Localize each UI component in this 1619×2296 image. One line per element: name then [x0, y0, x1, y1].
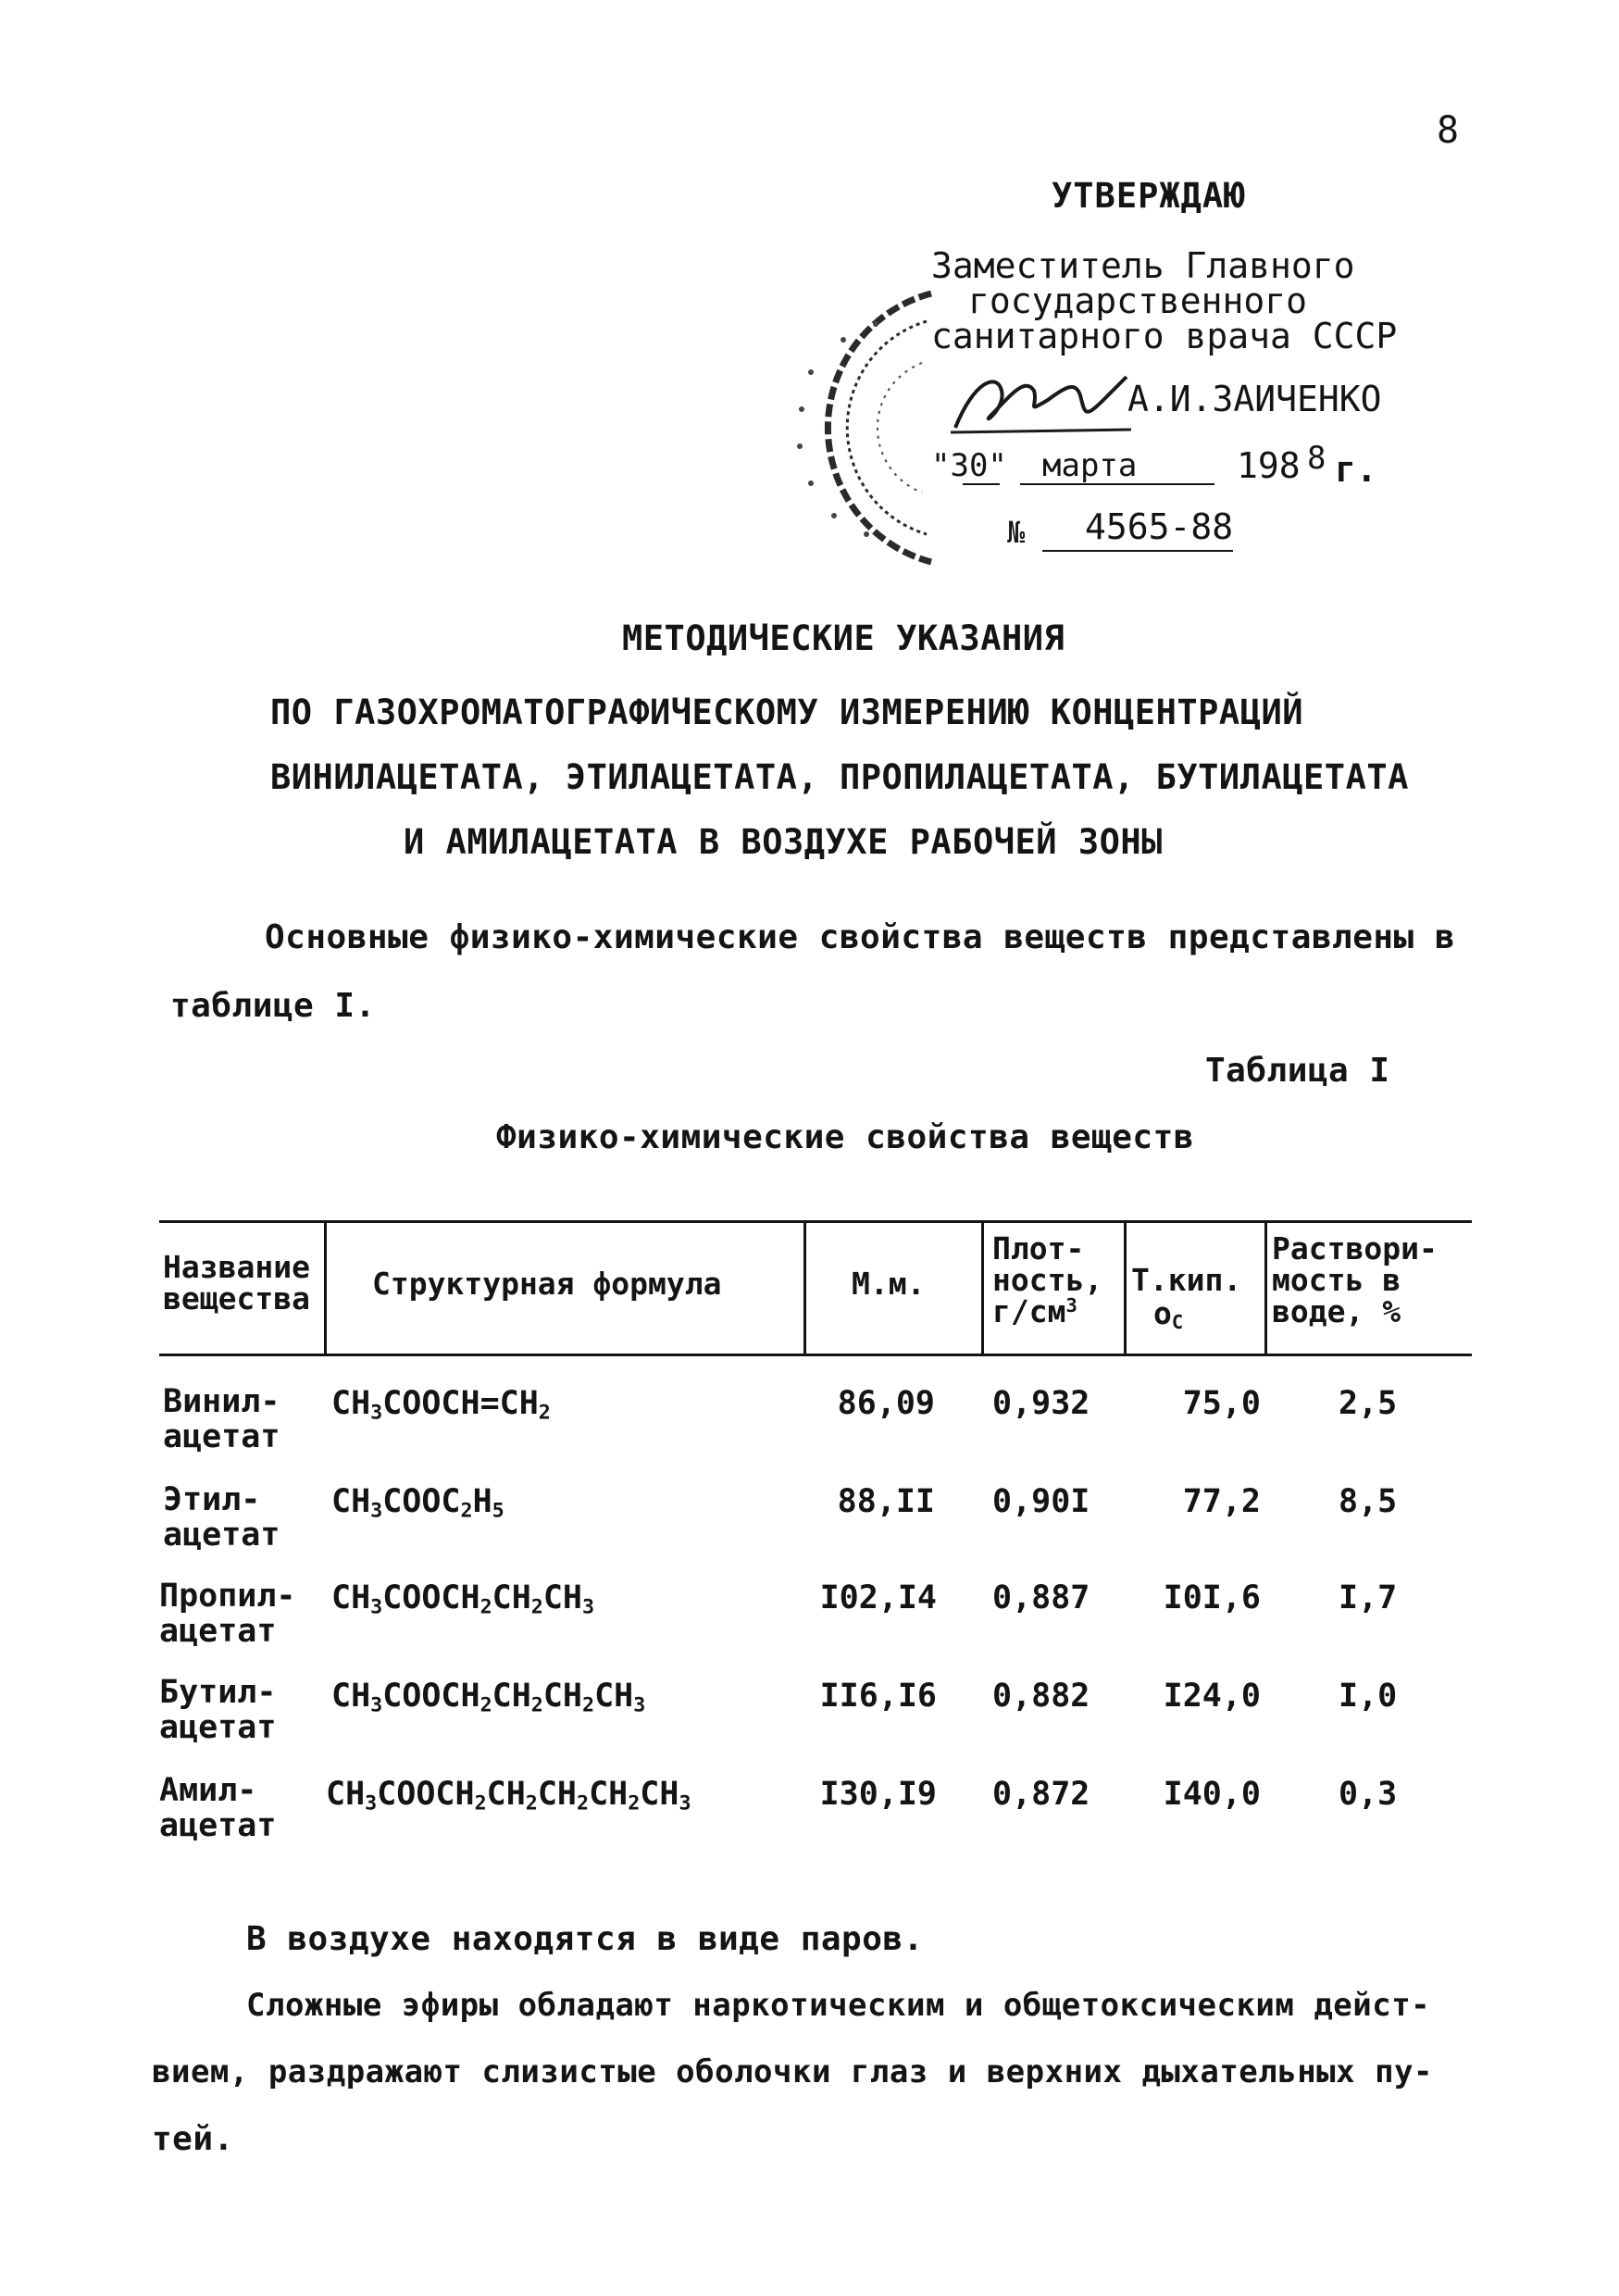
row-solubility: I,7: [1339, 1579, 1398, 1616]
table-col-divider: [324, 1220, 327, 1355]
th-solubility-line3: воде, %: [1272, 1293, 1401, 1329]
row-name-line2: ацетат: [159, 1807, 277, 1844]
row-density: 0,90I: [992, 1483, 1090, 1520]
table-label: Таблица I: [1205, 1052, 1390, 1090]
row-formula: $CH_3COOCH=CH_2$: [331, 1385, 551, 1425]
row-solubility: 0,3: [1339, 1776, 1398, 1813]
row-density: 0,872: [992, 1776, 1090, 1813]
table-col-divider: [803, 1220, 806, 1355]
after-text-line2: Сложные эфиры обладают наркотическим и общетоксическим дейст-: [246, 1987, 1431, 2024]
row-density: 0,887: [992, 1579, 1090, 1616]
intro-line2: таблице I.: [170, 987, 376, 1025]
table-header-rule: [159, 1354, 1472, 1356]
th-molecular-mass: М.м.: [852, 1266, 926, 1302]
approval-date-month: марта: [1042, 447, 1138, 484]
row-name-line1: Бутил-: [159, 1674, 277, 1711]
th-solubility-line2: мость в: [1272, 1262, 1401, 1298]
row-boiling-point: I24,0: [1163, 1678, 1261, 1715]
doc-title-line2: ПО ГАЗОХРОМАТОГРАФИЧЕСКОМУ ИЗМЕРЕНИЮ КОНЦЕНТРАЦИЙ: [270, 693, 1304, 732]
page-number: 8: [1437, 109, 1460, 152]
th-boiling-point-line1: Т.кип.: [1131, 1262, 1242, 1298]
official-seal-stamp: [746, 270, 950, 576]
row-name-line2: ацетат: [163, 1516, 280, 1554]
row-name-line2: ацетат: [159, 1613, 277, 1650]
row-formula: $CH_3COOCH_2CH_2CH_2CH_2CH_3$: [326, 1776, 691, 1816]
doc-title-line3: ВИНИЛАЦЕТАТА, ЭТИЛАЦЕТАТА, ПРОПИЛАЦЕТАТА, БУТИЛАЦЕТАТА: [270, 757, 1409, 797]
th-density-line2: ность,: [992, 1262, 1103, 1298]
table-col-divider: [1264, 1220, 1267, 1355]
row-molecular-mass: 86,09: [837, 1385, 935, 1422]
table-col-divider: [1124, 1220, 1127, 1355]
handwritten-signature: [946, 363, 1131, 437]
row-formula: $CH_3COOCH_2CH_2CH_2CH_3$: [331, 1678, 646, 1717]
th-density-line3: $г/см^3$: [992, 1293, 1077, 1329]
approval-date-suffix: г.: [1335, 449, 1377, 490]
intro-line1: Основные физико-химические свойства веществ представлены в: [265, 918, 1456, 956]
row-boiling-point: I40,0: [1163, 1776, 1261, 1813]
after-text-line4: тей.: [152, 2120, 234, 2158]
approval-date-day: "30": [931, 447, 1007, 484]
th-boiling-point-line2: $о_С$: [1153, 1295, 1184, 1334]
th-name-line1: Название: [163, 1249, 310, 1285]
approval-title: УТВЕРЖДАЮ: [1052, 176, 1246, 216]
signatory-name: А.И.ЗАИЧЕНКО: [1127, 379, 1382, 419]
row-molecular-mass: I30,I9: [819, 1776, 937, 1813]
doc-title-line4: И АМИЛАЦЕТАТА В ВОЗДУХЕ РАБОЧЕЙ ЗОНЫ: [404, 822, 1163, 862]
row-molecular-mass: I02,I4: [819, 1579, 937, 1616]
row-boiling-point: 75,0: [1182, 1385, 1261, 1422]
approval-position-line1: Заместитель Главного: [931, 245, 1355, 286]
doc-title-line1: МЕТОДИЧЕСКИЕ УКАЗАНИЯ: [622, 618, 1065, 658]
approval-number-underline: [1042, 550, 1233, 552]
row-name-line1: Пропил-: [159, 1578, 296, 1615]
row-name-line2: ацетат: [163, 1418, 280, 1455]
row-name-line2: ацетат: [159, 1709, 277, 1746]
th-formula: Структурная формула: [372, 1266, 722, 1302]
approval-date-year-prefix: 198: [1237, 445, 1301, 486]
after-text-line3: вием, раздражают слизистые оболочки глаз и верхних дыхательных пу-: [152, 2053, 1434, 2090]
row-density: 0,882: [992, 1678, 1090, 1715]
row-formula: $CH_3COOC_2H_5$: [331, 1483, 504, 1523]
table-caption: Физико-химические свойства веществ: [496, 1118, 1194, 1156]
after-text-line1: В воздухе находятся в виде паров.: [246, 1920, 924, 1958]
table-col-divider: [981, 1220, 984, 1355]
row-name-line1: Винил-: [163, 1383, 280, 1420]
approval-position-line3: санитарного врача СССР: [931, 316, 1398, 356]
row-formula: $CH_3COOCH_2CH_2CH_3$: [331, 1579, 595, 1619]
row-solubility: I,0: [1339, 1678, 1398, 1715]
th-density-line1: Плот-: [992, 1230, 1085, 1267]
approval-number: 4565-88: [1085, 506, 1234, 547]
date-month-underline: [1020, 483, 1214, 485]
row-density: 0,932: [992, 1385, 1090, 1422]
row-solubility: 8,5: [1339, 1483, 1398, 1520]
row-boiling-point: 77,2: [1182, 1483, 1261, 1520]
table-top-rule: [159, 1220, 1472, 1223]
row-molecular-mass: II6,I6: [819, 1678, 937, 1715]
row-solubility: 2,5: [1339, 1385, 1398, 1422]
approval-number-sign: №: [1007, 515, 1026, 550]
date-day-underline: [963, 483, 1000, 485]
approval-position-line2: государственного: [968, 281, 1308, 321]
approval-date-year-digit: 8: [1307, 440, 1326, 477]
row-name-line1: Амил-: [159, 1772, 257, 1809]
row-molecular-mass: 88,II: [837, 1483, 935, 1520]
th-name-line2: вещества: [163, 1280, 310, 1316]
th-solubility-line1: Раствори-: [1272, 1230, 1438, 1267]
row-name-line1: Этил-: [163, 1481, 261, 1518]
row-boiling-point: I0I,6: [1163, 1579, 1261, 1616]
